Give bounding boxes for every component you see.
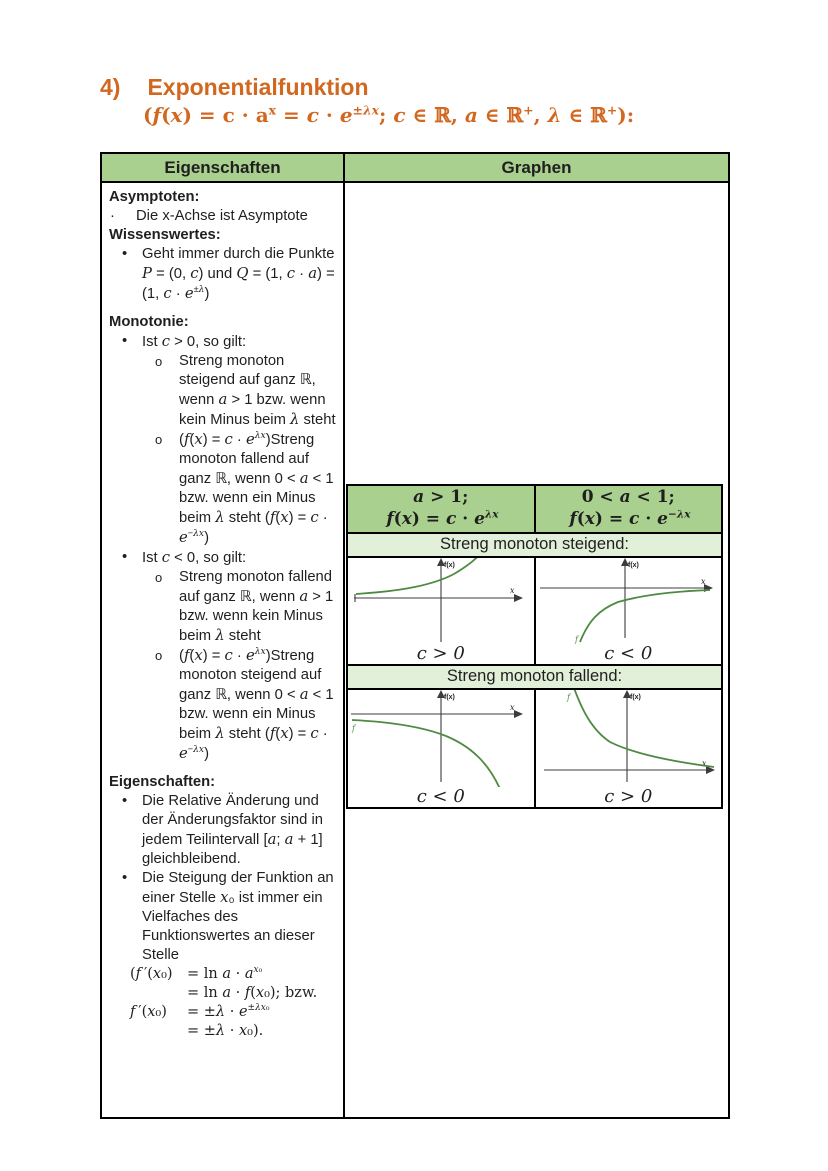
derivative-equation-line [109, 965, 339, 984]
equation-rhs: = ±λ · x₀). [187, 1023, 264, 1039]
properties-list [109, 188, 339, 1041]
graph-cell-decreasing-c-positive [535, 689, 723, 808]
property-item-text: Geht immer durch die Punkte P = (0, c) und Q = (1, c · a) = (1, $c \cdot e^{\pm\lambda}$) [142, 246, 335, 302]
y-axis-label: f(x) [629, 693, 641, 701]
graph-caption: c < 0 [604, 642, 653, 664]
x-axis-label: x [510, 585, 515, 595]
property-item-text: Ist c > 0, so gilt: [142, 333, 247, 350]
graph-decreasing-c-positive [536, 690, 721, 787]
property-item [109, 352, 339, 430]
graph-caption: c > 0 [604, 785, 653, 807]
eigenschaften-cell [101, 182, 344, 1118]
exponential-curve [580, 590, 710, 642]
y-axis-label: f(x) [444, 561, 455, 569]
exponential-curve [356, 558, 479, 594]
x-axis-arrow-icon [514, 594, 523, 602]
spacer [109, 764, 339, 773]
bullet-marker: o [155, 354, 163, 369]
property-item [109, 568, 339, 646]
graphs-table [346, 484, 723, 809]
table-header-row [101, 153, 729, 182]
property-item [109, 792, 339, 869]
x-axis-arrow-icon [514, 710, 523, 718]
graph-cell-increasing-c-positive [347, 557, 535, 665]
band-row-increasing [347, 533, 722, 557]
graph-caption: c < 0 [416, 785, 465, 807]
bullet-marker: o [155, 570, 163, 585]
properties-graphs-table [100, 152, 730, 1119]
derivative-equation-line [109, 1003, 339, 1022]
property-item [109, 548, 339, 568]
bullet-marker: o [155, 432, 163, 447]
graphs-header-row [347, 485, 722, 533]
graph-cell-increasing-c-negative [535, 557, 723, 665]
equation-rhs: = $\pm\lambda \cdot e^{\pm\lambda x_0}$ [187, 1003, 270, 1020]
graph-caption: c > 0 [416, 642, 465, 664]
x-axis-label: x [700, 576, 706, 586]
graph-increasing-c-negative [536, 558, 721, 644]
property-item-text: Streng monoton fallend auf ganz ℝ, wenn a > 1 bzw. wenn kein Minus beim λ steht [179, 569, 334, 644]
graph-decreasing-c-negative [348, 690, 533, 787]
spacer [109, 304, 339, 313]
exponential-curve [352, 720, 500, 787]
section-title: Exponentialfunktion [147, 74, 369, 100]
property-item [109, 332, 339, 352]
section-heading [100, 74, 369, 101]
property-item [109, 245, 339, 304]
equation-lhs [109, 984, 187, 1003]
equation-lhs [109, 1022, 187, 1041]
band-streng-monoton-fallend: Streng monoton fallend: [347, 665, 722, 689]
property-item [109, 869, 339, 965]
graphs-col-header-a-lt-1: 0 < a < 1; $f(x) = c \cdot e^{-\lambda x}$ [535, 485, 723, 533]
property-item-text: Ist c < 0, so gilt: [142, 549, 247, 566]
property-item-text: $(f(x) = c \cdot e^{\lambda x})Streng$ monoton fallend auf ganz ℝ, wenn 0 < a < 1 bzw. wenn ein Minus beim λ steht $(f(x) = c \cdot e^{-\lambda x})$ [179, 430, 334, 546]
curve-label: f [566, 692, 570, 702]
band-streng-monoton-steigend: Streng monoton steigend: [347, 533, 722, 557]
property-item-text: $(f(x) = c \cdot e^{\lambda x})Streng$ monoton steigend auf ganz ℝ, wenn 0 < a < 1 bzw. wenn ein Minus beim λ steht $(f(x) = c \cdot e^{-\lambda x})$ [179, 646, 334, 762]
property-section-header: Eigenschaften: [109, 774, 216, 790]
bullet-marker: • [122, 870, 128, 886]
x-axis-label: x [510, 702, 515, 712]
equation-lhs: f ′(x₀) [130, 1004, 167, 1020]
graph-increasing-c-positive [348, 558, 533, 644]
column-header-eigenschaften: Eigenschaften [101, 153, 344, 182]
curve-label: f [574, 634, 578, 644]
equation-lhs: (f ′(x₀) [130, 966, 173, 982]
x-axis-label: x [701, 758, 707, 768]
exponential-curve [574, 690, 714, 767]
property-section-header: Asymptoten: [109, 189, 200, 205]
property-section-header: Wissenswertes: [109, 227, 221, 243]
graphen-cell [344, 182, 729, 1118]
section-formula: ($f(x) = c \cdot a^x = c \cdot e^{\pm\lambda x}$; c ∈ ℝ, a ∈ ℝ+, λ ∈ ℝ+): [143, 102, 635, 127]
table-body-row [101, 182, 729, 1118]
property-item-text: Streng monoton steigend auf ganz ℝ, wenn a > 1 bzw. wenn kein Minus beim λ steht [179, 353, 336, 428]
bullet-marker: • [122, 246, 128, 262]
equation-rhs: = ln a · f(x₀); bzw. [187, 985, 318, 1001]
column-header-graphen: Graphen [344, 153, 729, 182]
section-number: 4) [100, 74, 121, 100]
property-item [109, 207, 339, 226]
y-axis-label: f(x) [444, 693, 455, 701]
bullet-marker: · [110, 208, 115, 224]
bullet-marker: • [122, 549, 128, 565]
derivative-equation-line [109, 1022, 339, 1041]
property-item-text: Die Steigung der Funktion an einer Stelle x₀ ist immer ein Vielfaches des Funktionswertes an dieser Stelle [142, 870, 334, 963]
derivative-equation-line [109, 984, 339, 1003]
bullet-marker: • [122, 793, 128, 809]
y-axis-label: f(x) [627, 561, 639, 569]
property-item [109, 646, 339, 764]
bullet-marker: • [122, 333, 128, 349]
curve-label: f [352, 723, 355, 733]
graph-row-decreasing [347, 689, 722, 808]
bullet-marker: o [155, 648, 163, 663]
band-row-decreasing [347, 665, 722, 689]
graphs-col-header-a-gt-1: a > 1; $f(x) = c \cdot e^{\lambda x}$ [347, 485, 535, 533]
graph-cell-decreasing-c-negative [347, 689, 535, 808]
property-section-header: Monotonie: [109, 314, 189, 330]
graph-row-increasing [347, 557, 722, 665]
equation-rhs: = $\ln a \cdot a^{x_0}$ [187, 965, 263, 982]
property-item-text: Die x-Achse ist Asymptote [136, 208, 308, 224]
property-item-text: Die Relative Änderung und der Änderungsfaktor sind in jedem Teilintervall [a; a + 1] gleichbleibend. [142, 793, 323, 867]
property-item [109, 430, 339, 548]
